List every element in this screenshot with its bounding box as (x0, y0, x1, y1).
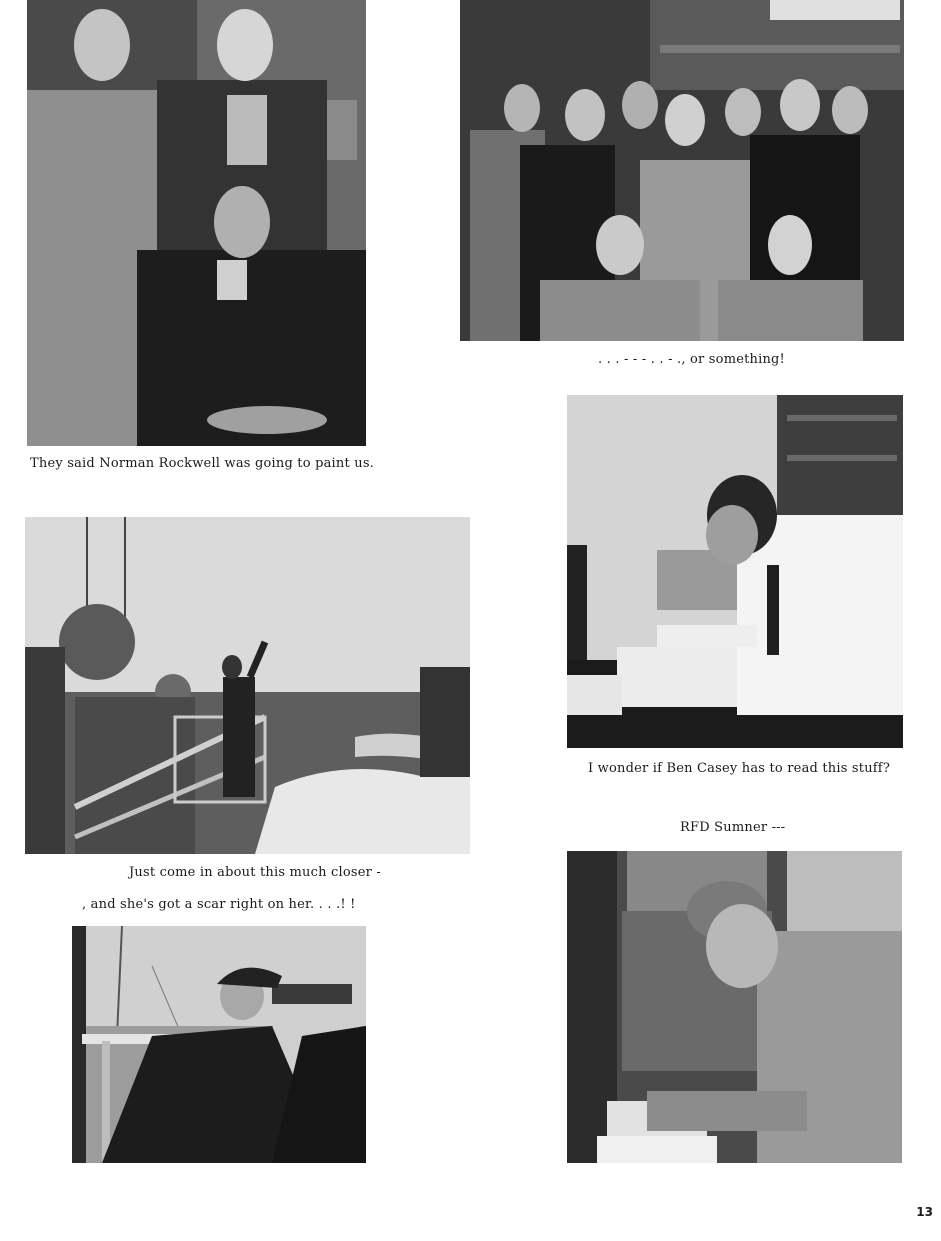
photo-sailor-signaling-image (25, 517, 470, 854)
photo-crew-group (460, 0, 904, 341)
photo-sailor-rangefinder-image (72, 926, 366, 1163)
caption-photo-sailor-signaling-line2: , and she's got a scar right on her. . . .! ! (82, 897, 356, 912)
page-number: 13 (916, 1205, 933, 1219)
photo-sailor-mailroom-image (567, 851, 902, 1163)
photo-doctor-reading-image (567, 395, 903, 748)
caption-photo-sailor-signaling-line1: Just come in about this much closer - (129, 865, 381, 880)
heading-photo-rfd-sumner: RFD Sumner --- (680, 820, 786, 835)
photo-sailor-mailroom (567, 851, 902, 1163)
caption-photo-three-sailors: They said Norman Rockwell was going to paint us. (30, 456, 375, 471)
photo-sailor-signaling (25, 517, 470, 854)
photo-doctor-reading (567, 395, 903, 748)
photo-three-sailors-image (27, 0, 366, 446)
photo-sailor-rangefinder (72, 926, 366, 1163)
caption-photo-crew-group: . . . - - - . . - ., or something! (598, 352, 785, 367)
photo-three-sailors (27, 0, 366, 446)
photo-crew-group-image (460, 0, 904, 341)
caption-photo-doctor-reading: I wonder if Ben Casey has to read this stuff? (588, 761, 890, 776)
